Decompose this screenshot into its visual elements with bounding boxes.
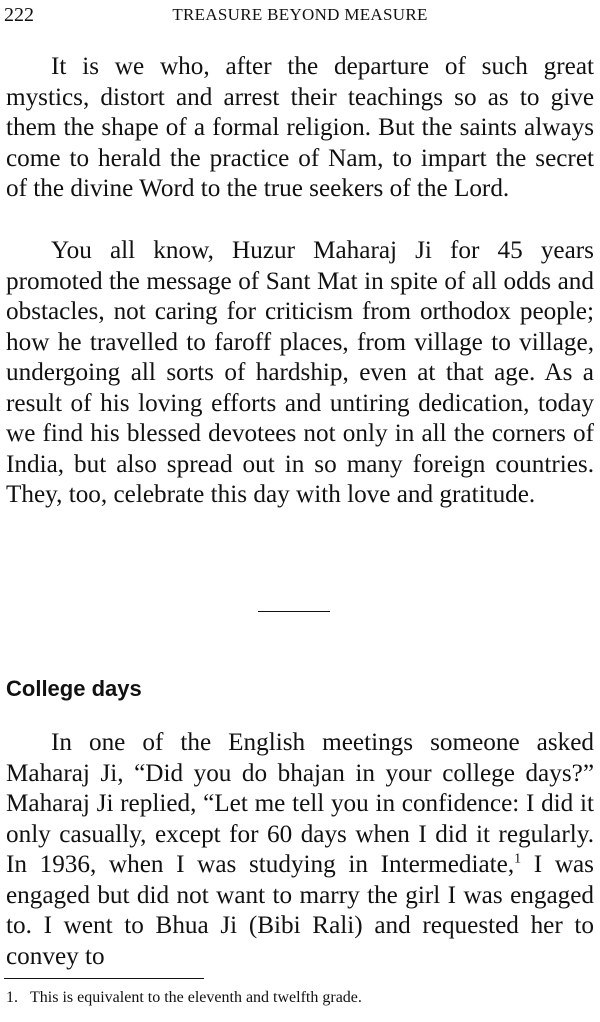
book-title: TREASURE BEYOND MEASURE <box>172 5 428 24</box>
footnote <box>6 987 594 1009</box>
section-heading: College days <box>6 676 142 701</box>
paragraph-mystics: It is we who, after the departure of such great mystics, distort and arrest their teachings so as to give them the shape of a formal religion. But the saints always come to herald the practice of Nam, to impart the secret of the divine Word to the true seekers of the Lord. <box>6 53 594 202</box>
footnote-reference: 1 <box>514 851 522 867</box>
section-divider <box>258 611 330 612</box>
paragraph-text-part: I was engaged but did not want to marry the girl I was engaged to. I went to Bhua Ji (Bibi Rali) and requested her to convey to <box>6 851 594 970</box>
paragraph-text-part: In one of the English meetings someone asked Maharaj Ji, “Did you do bhajan in your college days?” Maharaj Ji replied, “Let me tell you in confidence: I did it only casually, except for 60 days when I did it regularly. In 1936, when I was studying in Intermediate, <box>6 729 594 878</box>
running-head <box>4 2 596 28</box>
footnote-text: This is equivalent to the eleventh and twelfth grade. <box>30 989 362 1006</box>
paragraph-huzur-maharaj: You all know, Huzur Maharaj Ji for 45 years promoted the message of Sant Mat in spite of all odds and obstacles, not caring for criticism from orthodox people; how he travelled to faroff places, from village to village, undergoing all sorts of hardship, even at that age. As a result of his loving efforts and untiring dedication, today we find his blessed devotees not only in all the corners of India, but also spread out in so many foreign countries. They, too, celebrate this day with love and gratitude. <box>6 237 594 508</box>
footnote-rule <box>4 978 204 979</box>
footnote-number: 1. <box>6 989 18 1006</box>
paragraph-college-days <box>6 728 594 972</box>
page-number: 222 <box>4 4 34 26</box>
